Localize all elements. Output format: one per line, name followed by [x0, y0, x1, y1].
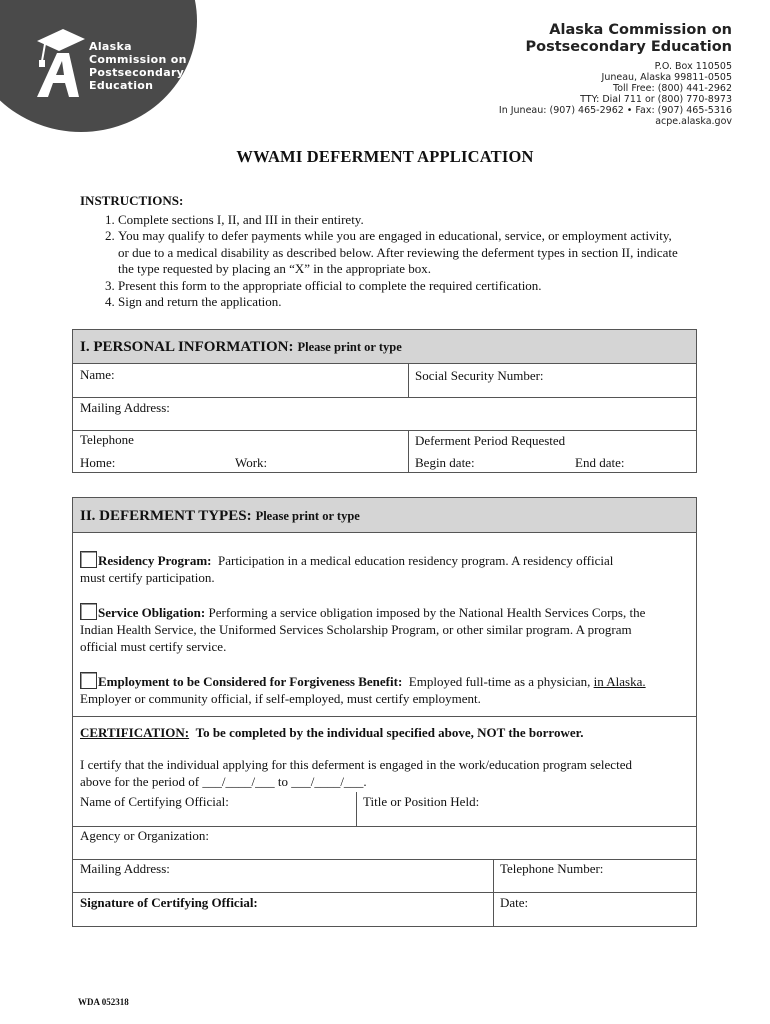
divider: [356, 792, 357, 826]
form-code: WDA 052318: [78, 997, 129, 1007]
service-option: [80, 603, 695, 655]
ssn-field-label[interactable]: Social Security Number:: [415, 368, 544, 383]
service-checkbox[interactable]: [80, 603, 97, 620]
residency-option: [80, 551, 690, 586]
section-header: [73, 330, 696, 364]
logo-line: Alaska: [89, 40, 132, 53]
org-address-line: P.O. Box 110505: [654, 61, 732, 72]
home-phone-field-label[interactable]: Home:: [80, 455, 116, 470]
divider: [73, 892, 696, 893]
organization-header: [499, 22, 732, 127]
signature-field-label[interactable]: Signature of Certifying Official:: [80, 895, 258, 910]
begin-date-field-label[interactable]: Begin date:: [415, 455, 475, 470]
instructions-heading: INSTRUCTIONS:: [80, 193, 184, 208]
org-address-line: TTY: Dial 711 or (800) 770-8973: [580, 94, 732, 105]
org-address-line: acpe.alaska.gov: [655, 116, 732, 127]
section-subtitle: Please print or type: [297, 340, 402, 354]
employment-option: [80, 672, 695, 707]
certification-subtitle: To be completed by the individual specified above, NOT the borrower.: [195, 725, 584, 740]
work-phone-field-label[interactable]: Work:: [235, 455, 268, 470]
section-subtitle: Please print or type: [255, 509, 360, 523]
service-text: Performing a service obligation imposed by the National Health Services Corps, the: [208, 605, 646, 620]
instructions: [80, 193, 680, 311]
certification-title: CERTIFICATION:: [80, 725, 190, 740]
employment-checkbox[interactable]: [80, 672, 97, 689]
instruction-item: 1. Complete sections I, II, and III in their entirety.: [118, 212, 680, 229]
org-name-line2: Postsecondary Education: [525, 39, 732, 55]
divider: [73, 716, 696, 717]
certification-statement: [80, 756, 695, 790]
org-address-line: Juneau, Alaska 99811-0505: [601, 72, 732, 83]
end-date-field-label[interactable]: End date:: [575, 455, 625, 470]
mailing-address-field-label[interactable]: Mailing Address:: [80, 400, 170, 415]
divider: [73, 397, 696, 398]
divider: [73, 430, 696, 431]
service-title: Service Obligation:: [98, 605, 206, 620]
instructions-list: [80, 212, 680, 311]
title-position-field-label[interactable]: Title or Position Held:: [363, 794, 480, 809]
org-address-line: In Juneau: (907) 465-2962 • Fax: (907) 465-5316: [498, 105, 732, 116]
section-title: II. DEFERMENT TYPES:: [80, 508, 252, 524]
certification-text: above for the period of ___/____/___ to ___/____/___.: [80, 774, 367, 789]
section-header: [73, 498, 696, 533]
form-title: WWAMI DEFERMENT APPLICATION: [236, 147, 534, 166]
logo-line: Education: [89, 79, 154, 92]
section-personal-information: [72, 329, 697, 473]
agency-field-label[interactable]: Agency or Organization:: [80, 828, 209, 843]
certification-heading: [80, 724, 583, 741]
section-title: I. PERSONAL INFORMATION:: [80, 339, 294, 355]
divider: [73, 826, 696, 827]
divider: [408, 364, 409, 397]
org-name-line1: Alaska Commission on: [549, 22, 732, 38]
residency-text: Participation in a medical education residency program. A residency official: [217, 553, 614, 568]
instruction-item: 4. Sign and return the application.: [118, 294, 680, 311]
employment-title: Employment to be Considered for Forgiveness Benefit:: [98, 674, 403, 689]
name-field-label[interactable]: Name:: [80, 367, 115, 382]
graduation-cap-logo-icon: [35, 27, 87, 99]
date-field-label[interactable]: Date:: [500, 895, 529, 910]
employment-text: Employed full-time as a physician,: [408, 674, 591, 689]
section-deferment-types: [72, 497, 697, 927]
residency-title: Residency Program:: [98, 553, 212, 568]
org-address-line: Toll Free: (800) 441-2962: [613, 83, 732, 94]
divider: [73, 859, 696, 860]
residency-text: must certify participation.: [80, 570, 215, 585]
cert-mailing-address-field-label[interactable]: Mailing Address:: [80, 861, 170, 876]
employment-text: Employer or community official, if self-employed, must certify employment.: [80, 691, 481, 706]
residency-checkbox[interactable]: [80, 551, 97, 568]
certification-text: I certify that the individual applying for this deferment is engaged in the work/education program selected: [80, 757, 632, 772]
divider: [408, 430, 409, 472]
employment-location: in Alaska.: [593, 674, 646, 689]
deferment-period-label: Deferment Period Requested: [415, 433, 566, 448]
logo-text: [89, 40, 187, 92]
instruction-item: 2. You may qualify to defer payments while you are engaged in educational, service, or employment activity, or due to a medical disability as described below. After reviewing the deferment types in section II, indicate the type requested by placing an “X” in the appropriate box.: [118, 228, 680, 278]
instruction-item: 3. Present this form to the appropriate official to complete the required certification.: [118, 278, 680, 295]
service-text: Indian Health Service, the Uniformed Services Scholarship Program, or other similar program. A program: [80, 622, 632, 637]
telephone-label: Telephone: [80, 432, 134, 447]
logo-line: Commission on: [89, 53, 187, 66]
service-text: official must certify service.: [80, 639, 227, 654]
logo-line: Postsecondary: [89, 66, 185, 79]
telephone-number-field-label[interactable]: Telephone Number:: [500, 861, 604, 876]
certifying-official-field-label[interactable]: Name of Certifying Official:: [80, 794, 229, 809]
